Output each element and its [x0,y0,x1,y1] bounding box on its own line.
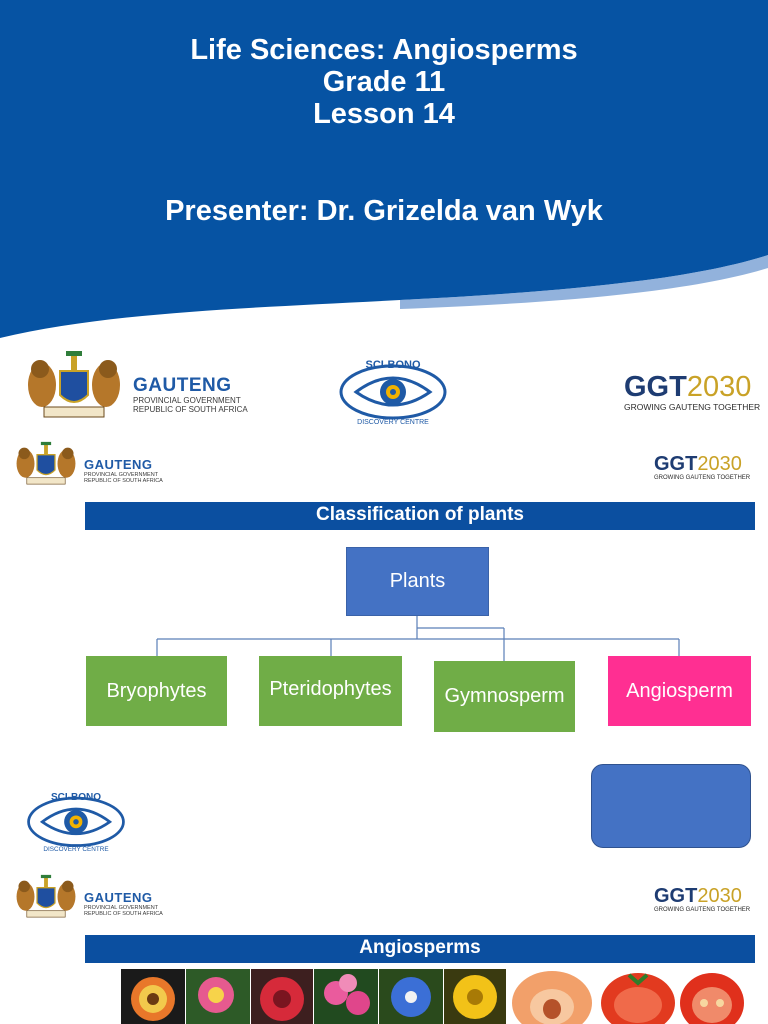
yellow-flower-photo [444,969,506,1024]
scibono-bottom-text: DISCOVERY CENTRE [357,419,429,426]
tomato-half-photo [678,969,746,1024]
pteridophytes-node: Pteridophytes [259,656,402,726]
coat-of-arms-icon [24,347,124,421]
bryophytes-node: Bryophytes [86,656,227,726]
gauteng-name: GAUTENG [84,457,153,472]
blank-rounded-box [591,764,751,848]
ggt-sub-text: GROWING GAUTENG TOGETHER [624,402,761,412]
ggt-main-text: GGT [624,371,687,403]
title-line-1: Life Sciences: Angiosperms [190,34,578,66]
gauteng-name: GAUTENG [84,890,153,905]
peach-photo [507,969,597,1024]
gauteng-sub1: PROVINCIAL GOVERNMENT [84,905,159,911]
coat-of-arms-icon [14,871,78,921]
presenter-line: Presenter: Dr. Grizelda van Wyk [165,195,603,227]
gauteng-sub1: PROVINCIAL GOVERNMENT [133,396,241,405]
ggt-main-text: GGT [654,885,698,907]
sci-bono-logo-icon [24,784,128,856]
gauteng-sub2: REPUBLIC OF SOUTH AFRICA [133,404,248,414]
angiosperms-header: Angiosperms [85,935,755,963]
gauteng-name: GAUTENG [133,375,232,396]
gauteng-sub2: REPUBLIC OF SOUTH AFRICA [84,478,163,485]
tomato-photo [599,969,677,1024]
title-slide [0,0,768,435]
ggt2030-logo [654,454,750,481]
gauteng-sub1: PROVINCIAL GOVERNMENT [84,472,159,478]
title-line-2: Grade 11 [322,66,446,98]
ggt-main-text: GGT [654,453,698,475]
title-line-3: Lesson 14 [313,98,455,130]
coat-of-arms-icon [14,438,78,488]
gauteng-sub2: REPUBLIC OF SOUTH AFRICA [84,911,163,918]
gerbera-photo [121,969,185,1024]
ggt-year-text: 2030 [697,453,742,475]
ggt-year-text: 2030 [686,371,752,403]
classification-header: Classification of plants [85,502,755,530]
gymnosperm-node: Gymnosperm [434,661,575,732]
ggt2030-logo [654,886,750,913]
ggt-sub-text: GROWING GAUTENG TOGETHER [654,907,751,913]
gauteng-logo-text [133,375,248,415]
ggt-year-text: 2030 [697,885,742,907]
gauteng-logo-text [84,457,163,484]
sci-bono-logo-icon [336,352,450,428]
ggt-sub-text: GROWING GAUTENG TOGETHER [654,475,751,481]
pink-flower-photo [314,969,378,1024]
red-gerbera-photo [251,969,313,1024]
scibono-top-text: SCI-BONO [365,359,421,371]
scibono-bottom-text: DISCOVERY CENTRE [43,846,109,854]
gauteng-logo-text [84,890,163,917]
blue-flower-photo [379,969,443,1024]
hero-banner [0,0,768,345]
ggt2030-logo [624,372,760,412]
scibono-top-text: SCI-BONO [50,791,102,803]
flower-photo [186,969,250,1024]
angiosperm-node: Angiosperm [608,656,751,726]
plants-node: Plants [346,547,489,616]
